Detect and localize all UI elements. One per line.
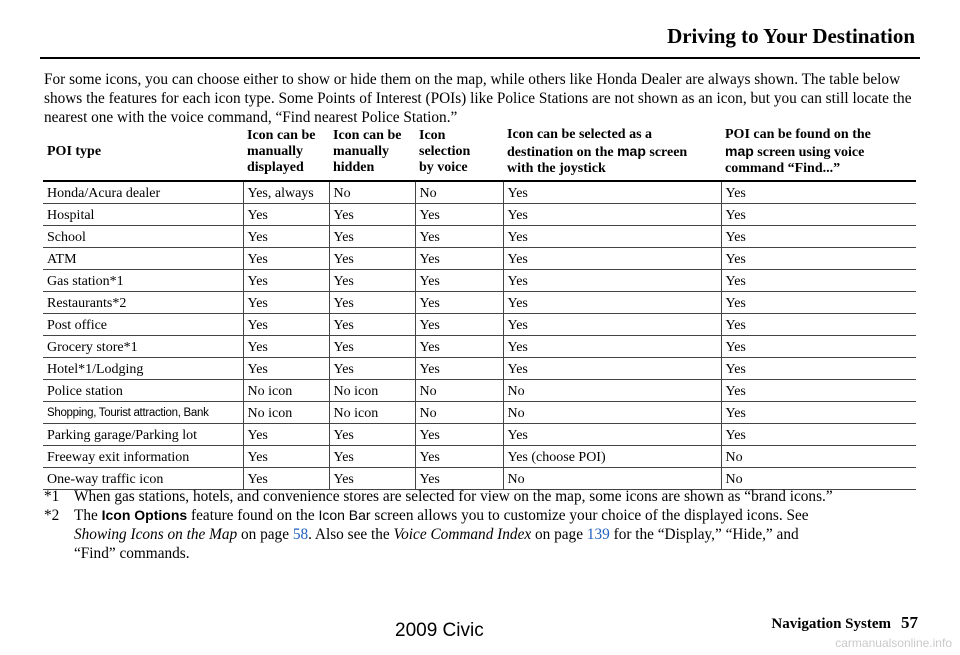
table-cell: Yes bbox=[415, 314, 503, 336]
ref-showing-icons: Showing Icons on the Map bbox=[74, 526, 238, 543]
table-cell: No bbox=[415, 402, 503, 424]
header-find-voice: POI can be found on the map screen using voice command “Find...” bbox=[721, 125, 916, 181]
table-row bbox=[43, 248, 916, 270]
section-name: Navigation System bbox=[771, 616, 891, 632]
table-row bbox=[43, 380, 916, 402]
table-cell: Yes (choose POI) bbox=[503, 446, 721, 468]
table-cell: Yes bbox=[721, 292, 916, 314]
table-cell: Yes bbox=[415, 226, 503, 248]
table-cell: Yes bbox=[503, 314, 721, 336]
table-cell: Yes bbox=[503, 204, 721, 226]
table-cell: Yes bbox=[243, 292, 329, 314]
page-link-139[interactable]: 139 bbox=[586, 526, 610, 543]
table-cell: Yes bbox=[415, 292, 503, 314]
intro-paragraph bbox=[44, 70, 920, 127]
table-cell: Yes bbox=[243, 424, 329, 446]
watermark: carmanualsonline.info bbox=[835, 636, 952, 650]
poi-type-cell: One-way traffic icon bbox=[43, 468, 243, 490]
table-cell: No bbox=[503, 468, 721, 490]
table-row bbox=[43, 314, 916, 336]
table-row bbox=[43, 204, 916, 226]
table-cell: Yes bbox=[243, 336, 329, 358]
table-cell: Yes bbox=[503, 292, 721, 314]
table-cell: Yes bbox=[415, 336, 503, 358]
table-cell: Yes bbox=[721, 248, 916, 270]
table-row bbox=[43, 292, 916, 314]
page-number: 57 bbox=[901, 613, 918, 632]
header-joystick: Icon can be selected as a destination on the map screen with the joystick bbox=[503, 125, 721, 181]
table-cell: Yes bbox=[415, 358, 503, 380]
icon-bar-term: Icon Bar bbox=[318, 507, 371, 523]
table-cell: Yes bbox=[329, 314, 415, 336]
poi-type-cell: Restaurants*2 bbox=[43, 292, 243, 314]
table-cell: Yes bbox=[721, 181, 916, 204]
table-cell: Yes bbox=[243, 314, 329, 336]
poi-table bbox=[43, 125, 916, 490]
poi-type-cell: School bbox=[43, 226, 243, 248]
footnote-1: *1 When gas stations, hotels, and convenience stores are selected for view on the map, some icons are shown as “brand icons.” bbox=[44, 488, 833, 505]
table-cell: Yes bbox=[243, 204, 329, 226]
table-cell: Yes bbox=[503, 336, 721, 358]
poi-type-cell: Post office bbox=[43, 314, 243, 336]
poi-type-cell: Parking garage/Parking lot bbox=[43, 424, 243, 446]
table-cell: Yes bbox=[721, 226, 916, 248]
table-cell: No icon bbox=[329, 380, 415, 402]
table-cell: Yes bbox=[243, 468, 329, 490]
table-row bbox=[43, 181, 916, 204]
table-cell: Yes bbox=[721, 402, 916, 424]
poi-type-cell: Freeway exit information bbox=[43, 446, 243, 468]
table-cell: Yes bbox=[329, 468, 415, 490]
page-footer bbox=[771, 613, 918, 633]
table-cell: Yes bbox=[721, 314, 916, 336]
icon-options-term: Icon Options bbox=[101, 507, 188, 523]
table-cell: Yes bbox=[721, 380, 916, 402]
poi-type-cell: Hotel*1/Lodging bbox=[43, 358, 243, 380]
table-cell: Yes bbox=[721, 424, 916, 446]
intro-text: For some icons, you can choose either to show or hide them on the map, while others like Honda Dealer are always shown. The table below shows the features for each icon type. Some Points of Interest (POIs) like Police Stations are not shown as an icon, but you can still locate the nearest one with the voice command, “Find nearest Police Station.” bbox=[44, 71, 912, 126]
table-cell: Yes bbox=[329, 204, 415, 226]
poi-type-cell: Hospital bbox=[43, 204, 243, 226]
table-cell: Yes bbox=[415, 446, 503, 468]
table-cell: Yes bbox=[503, 424, 721, 446]
poi-type-cell: Grocery store*1 bbox=[43, 336, 243, 358]
table-cell: Yes bbox=[415, 468, 503, 490]
poi-type-cell: Gas station*1 bbox=[43, 270, 243, 292]
table-cell: Yes bbox=[503, 248, 721, 270]
table-cell: Yes bbox=[329, 292, 415, 314]
table-cell: No bbox=[503, 380, 721, 402]
table-cell: Yes bbox=[503, 226, 721, 248]
table-cell: Yes bbox=[415, 424, 503, 446]
table-cell: No bbox=[415, 380, 503, 402]
table-cell: No bbox=[721, 446, 916, 468]
table-cell: Yes bbox=[243, 248, 329, 270]
poi-type-cell: Shopping, Tourist attraction, Bank bbox=[43, 402, 243, 424]
table-cell: Yes bbox=[415, 248, 503, 270]
page-link-58[interactable]: 58 bbox=[292, 526, 309, 543]
table-header-row bbox=[43, 125, 916, 181]
table-row bbox=[43, 446, 916, 468]
table-cell: Yes bbox=[721, 204, 916, 226]
header-displayed: Icon can be manually displayed bbox=[243, 125, 329, 181]
table-cell: Yes bbox=[329, 226, 415, 248]
poi-type-cell: ATM bbox=[43, 248, 243, 270]
table-cell: Yes bbox=[243, 358, 329, 380]
table-cell: Yes bbox=[721, 270, 916, 292]
table-cell: Yes bbox=[721, 358, 916, 380]
table-cell: Yes bbox=[415, 204, 503, 226]
table-cell: No bbox=[721, 468, 916, 490]
table-cell: Yes bbox=[329, 336, 415, 358]
table-cell: Yes bbox=[329, 270, 415, 292]
table-cell: Yes, always bbox=[243, 181, 329, 204]
table-cell: Yes bbox=[243, 446, 329, 468]
footnotes bbox=[44, 487, 924, 563]
ref-voice-command-index: Voice Command Index bbox=[393, 526, 532, 543]
poi-type-cell: Honda/Acura dealer bbox=[43, 181, 243, 204]
table-cell: Yes bbox=[329, 424, 415, 446]
table-cell: Yes bbox=[503, 358, 721, 380]
table-cell: Yes bbox=[329, 358, 415, 380]
table-cell: Yes bbox=[415, 270, 503, 292]
header-voice-selection: Icon selection by voice bbox=[415, 125, 503, 181]
poi-type-cell: Police station bbox=[43, 380, 243, 402]
title-rule bbox=[40, 57, 920, 59]
table-cell: No icon bbox=[243, 380, 329, 402]
table-cell: Yes bbox=[503, 181, 721, 204]
model-label: 2009 Civic bbox=[395, 620, 484, 641]
table-cell: No bbox=[503, 402, 721, 424]
table-cell: Yes bbox=[243, 270, 329, 292]
table-cell: No bbox=[415, 181, 503, 204]
table-cell: Yes bbox=[329, 446, 415, 468]
table-row bbox=[43, 424, 916, 446]
table-cell: Yes bbox=[243, 226, 329, 248]
table-row bbox=[43, 336, 916, 358]
table-cell: No bbox=[329, 181, 415, 204]
table-cell: No icon bbox=[243, 402, 329, 424]
footnote-2: *2 The Icon Options feature found on the Icon Bar screen allows you to customize your choice of the displayed icons. See Showing Icons on the Map on page 58. Also see the Voice Command Index on page 139 for the “Display,” “Hide,” and “Find” commands. bbox=[44, 507, 809, 562]
table-cell: Yes bbox=[329, 248, 415, 270]
page-title: Driving to Your Destination bbox=[667, 24, 915, 48]
header-hidden: Icon can be manually hidden bbox=[329, 125, 415, 181]
table-row bbox=[43, 358, 916, 380]
table-row bbox=[43, 402, 916, 424]
table-row bbox=[43, 270, 916, 292]
table-cell: Yes bbox=[503, 270, 721, 292]
table-row bbox=[43, 226, 916, 248]
table-cell: No icon bbox=[329, 402, 415, 424]
header-poi-type: POI type bbox=[43, 125, 243, 181]
table-cell: Yes bbox=[721, 336, 916, 358]
